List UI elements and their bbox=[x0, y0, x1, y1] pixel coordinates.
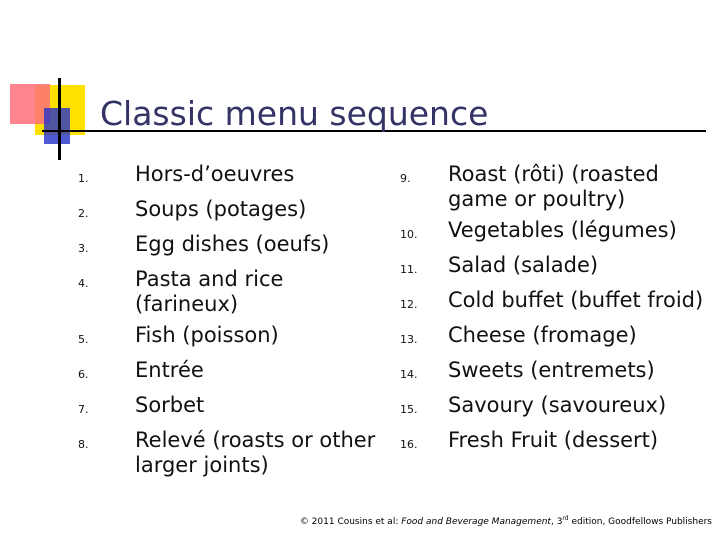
list-item bbox=[400, 218, 705, 247]
list-item-number: 7. bbox=[78, 403, 89, 416]
list-item-text: Salad (salade) bbox=[448, 253, 599, 277]
list-item-text: Cheese (fromage) bbox=[448, 323, 637, 347]
list-item bbox=[400, 162, 705, 212]
footer-edition-suffix: rd bbox=[562, 515, 569, 522]
list-item-text: Cold buffet (buffet froid) bbox=[448, 288, 704, 312]
list-item bbox=[78, 232, 388, 261]
list-item bbox=[400, 428, 705, 457]
copyright-footer bbox=[300, 515, 712, 527]
decorative-vertical-line bbox=[58, 78, 61, 160]
list-item-number: 3. bbox=[78, 242, 89, 255]
list-item bbox=[78, 393, 388, 422]
list-item-text: Fresh Fruit (dessert) bbox=[448, 428, 659, 452]
list-item bbox=[78, 428, 388, 478]
list-item-number: 12. bbox=[400, 298, 418, 311]
list-item bbox=[78, 197, 388, 226]
list-item-text: Relevé (roasts or other larger joints) bbox=[135, 428, 376, 477]
list-item-number: 11. bbox=[400, 263, 418, 276]
list-item-number: 9. bbox=[400, 172, 411, 185]
list-item bbox=[400, 393, 705, 422]
list-item-number: 5. bbox=[78, 333, 89, 346]
list-item-text: Sorbet bbox=[135, 393, 205, 417]
slide-title: Classic menu sequence bbox=[100, 94, 489, 133]
list-item-number: 16. bbox=[400, 438, 418, 451]
footer-book-title: Food and Beverage Management bbox=[401, 517, 551, 527]
list-item-text: Soups (potages) bbox=[135, 197, 307, 221]
numbered-list-left bbox=[78, 162, 388, 478]
list-item-number: 13. bbox=[400, 333, 418, 346]
list-item bbox=[400, 358, 705, 387]
list-item-number: 10. bbox=[400, 228, 418, 241]
list-item-text: Entrée bbox=[135, 358, 204, 382]
list-item bbox=[78, 267, 388, 317]
list-item-number: 14. bbox=[400, 368, 418, 381]
list-item-text: Roast (rôti) (roasted game or poultry) bbox=[448, 162, 659, 211]
list-item-number: 8. bbox=[78, 438, 89, 451]
list-item-number: 6. bbox=[78, 368, 89, 381]
list-item-text: Fish (poisson) bbox=[135, 323, 279, 347]
list-item-number: 4. bbox=[78, 277, 89, 290]
list-item bbox=[78, 323, 388, 352]
list-item-text: Hors-d’oeuvres bbox=[135, 162, 295, 186]
list-item-number: 1. bbox=[78, 172, 89, 185]
list-item bbox=[78, 358, 388, 387]
footer-edition-number: , 3 bbox=[550, 517, 563, 527]
list-item bbox=[400, 253, 705, 282]
list-item bbox=[400, 288, 705, 317]
list-item-text: Sweets (entremets) bbox=[448, 358, 655, 382]
numbered-list-right bbox=[400, 162, 705, 457]
footer-prefix: © 2011 Cousins et al: bbox=[299, 517, 402, 527]
footer-suffix: edition, Goodfellows Publishers bbox=[568, 517, 712, 527]
list-item bbox=[78, 162, 388, 191]
list-item-text: Savoury (savoureux) bbox=[448, 393, 667, 417]
list-item-text: Egg dishes (oeufs) bbox=[135, 232, 330, 256]
list-item-number: 2. bbox=[78, 207, 89, 220]
list-item-text: Vegetables (légumes) bbox=[448, 218, 677, 242]
list-item-number: 15. bbox=[400, 403, 418, 416]
list-item bbox=[400, 323, 705, 352]
list-item-text: Pasta and rice (farineux) bbox=[135, 267, 284, 316]
decorative-blue-square bbox=[44, 108, 70, 144]
